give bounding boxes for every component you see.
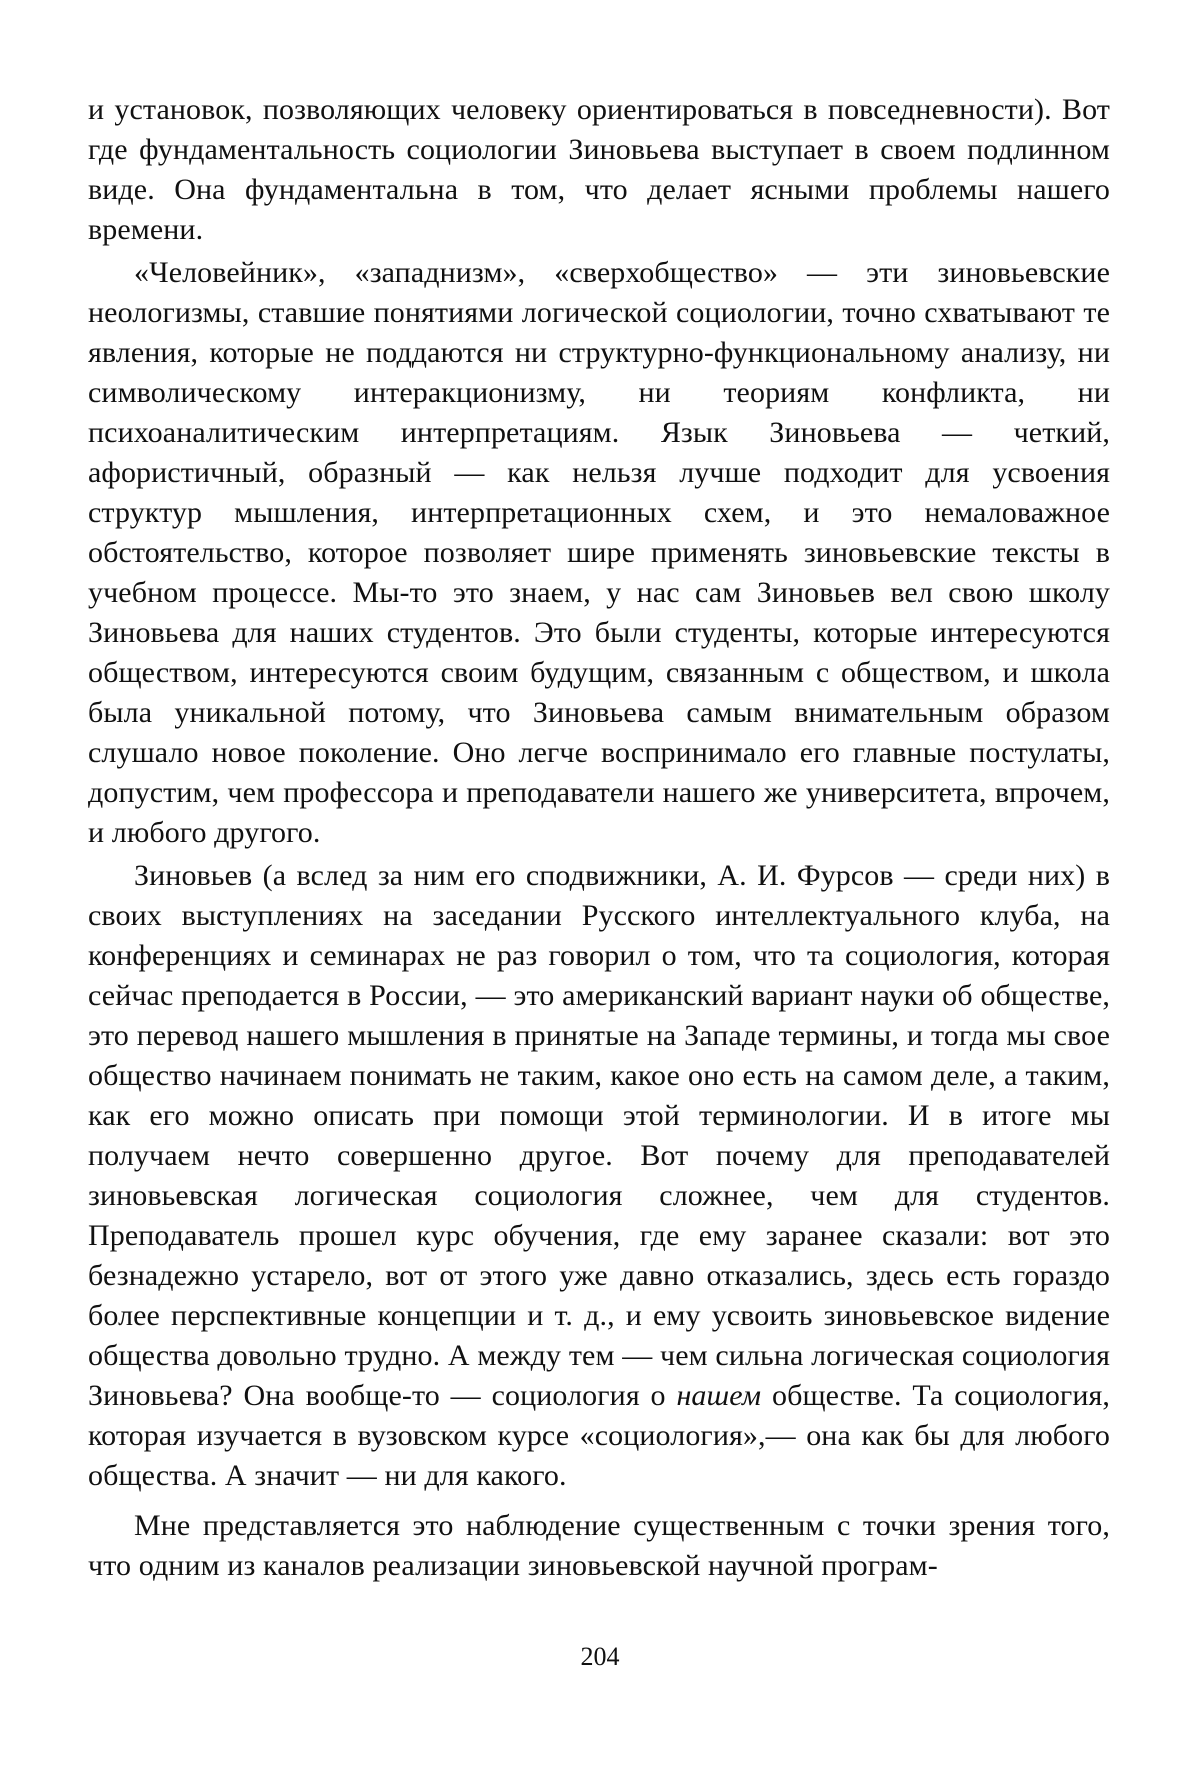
paragraph-3-text-b: обществе. Та социология, которая изучается в вузовском курсе «социология»,— она как бы для любого общества. А значит — ни для какого. <box>88 1379 1110 1492</box>
page-body <box>88 90 1110 1586</box>
paragraph-2-text: «Человейник», «западнизм», «сверхобщество» — эти зиновьевские неологизмы, ставшие понятиями логической социологии, точно схватывают те явления, которые не поддаются ни структурно-функциональному анализу, ни символическому интеракционизму, ни теориям конфликта, ни психоаналитическим интерпретациям. Язык Зиновьева — четкий, афористичный, образный — как нельзя лучше подходит для усвоения структур мышления, интерпретационных схем, и это немаловажное обстоятельство, которое позволяет шире применять зиновьевские тексты в учебном процессе. Мы-то это знаем, у нас сам Зиновьев вел свою школу Зиновьева для наших студентов. Это были студенты, которые интересуются обществом, интересуются своим будущим, связанным с обществом, и школа была уникальной потому, что Зиновьева самым внимательным образом слушало новое поколение. Оно легче воспринимало его главные постулаты, допустим, чем профессора и преподаватели нашего же университета, впрочем, и любого другого. <box>88 256 1110 849</box>
paragraph-1 <box>88 90 1110 250</box>
paragraph-2 <box>88 253 1110 853</box>
paragraph-4 <box>88 1506 1110 1586</box>
paragraph-3-emphasis: нашем <box>676 1379 762 1412</box>
paragraph-4-text: Мне представляется это наблюдение существенным с точки зрения того, что одним из каналов реализации зиновьевской научной програм- <box>88 1509 1110 1582</box>
paragraph-1-text: и установок, позволяющих человеку ориентироваться в повседневности). Вот где фундаментальность социологии Зиновьева выступает в своем подлинном виде. Она фундаментальна в том, что делает ясными проблемы нашего времени. <box>88 93 1110 246</box>
page-number: 204 <box>580 1642 620 1671</box>
paragraph-3 <box>88 856 1110 1496</box>
paragraph-3-text-a: Зиновьев (а вслед за ним его сподвижники, А. И. Фурсов — среди них) в своих выступлениях на заседании Русского интеллектуального клуба, на конференциях и семинарах не раз говорил о том, что та социология, которая сейчас преподается в России, — это американский вариант науки об обществе, это перевод нашего мышления в принятые на Западе термины, и тогда мы свое общество начинаем понимать не таким, какое оно есть на самом деле, а таким, как его можно описать при помощи этой терминологии. И в итоге мы получаем нечто совершенно другое. Вот почему для преподавателей зиновьевская логическая социология сложнее, чем для студентов. Преподаватель прошел курс обучения, где ему заранее сказали: вот это безнадежно устарело, вот от этого уже давно отказались, здесь есть гораздо более перспективные концепции и т. д., и ему усвоить зиновьевское видение общества довольно трудно. А между тем — чем сильна логическая социология Зиновьева? Она вообще-то — социология о <box>88 859 1110 1412</box>
